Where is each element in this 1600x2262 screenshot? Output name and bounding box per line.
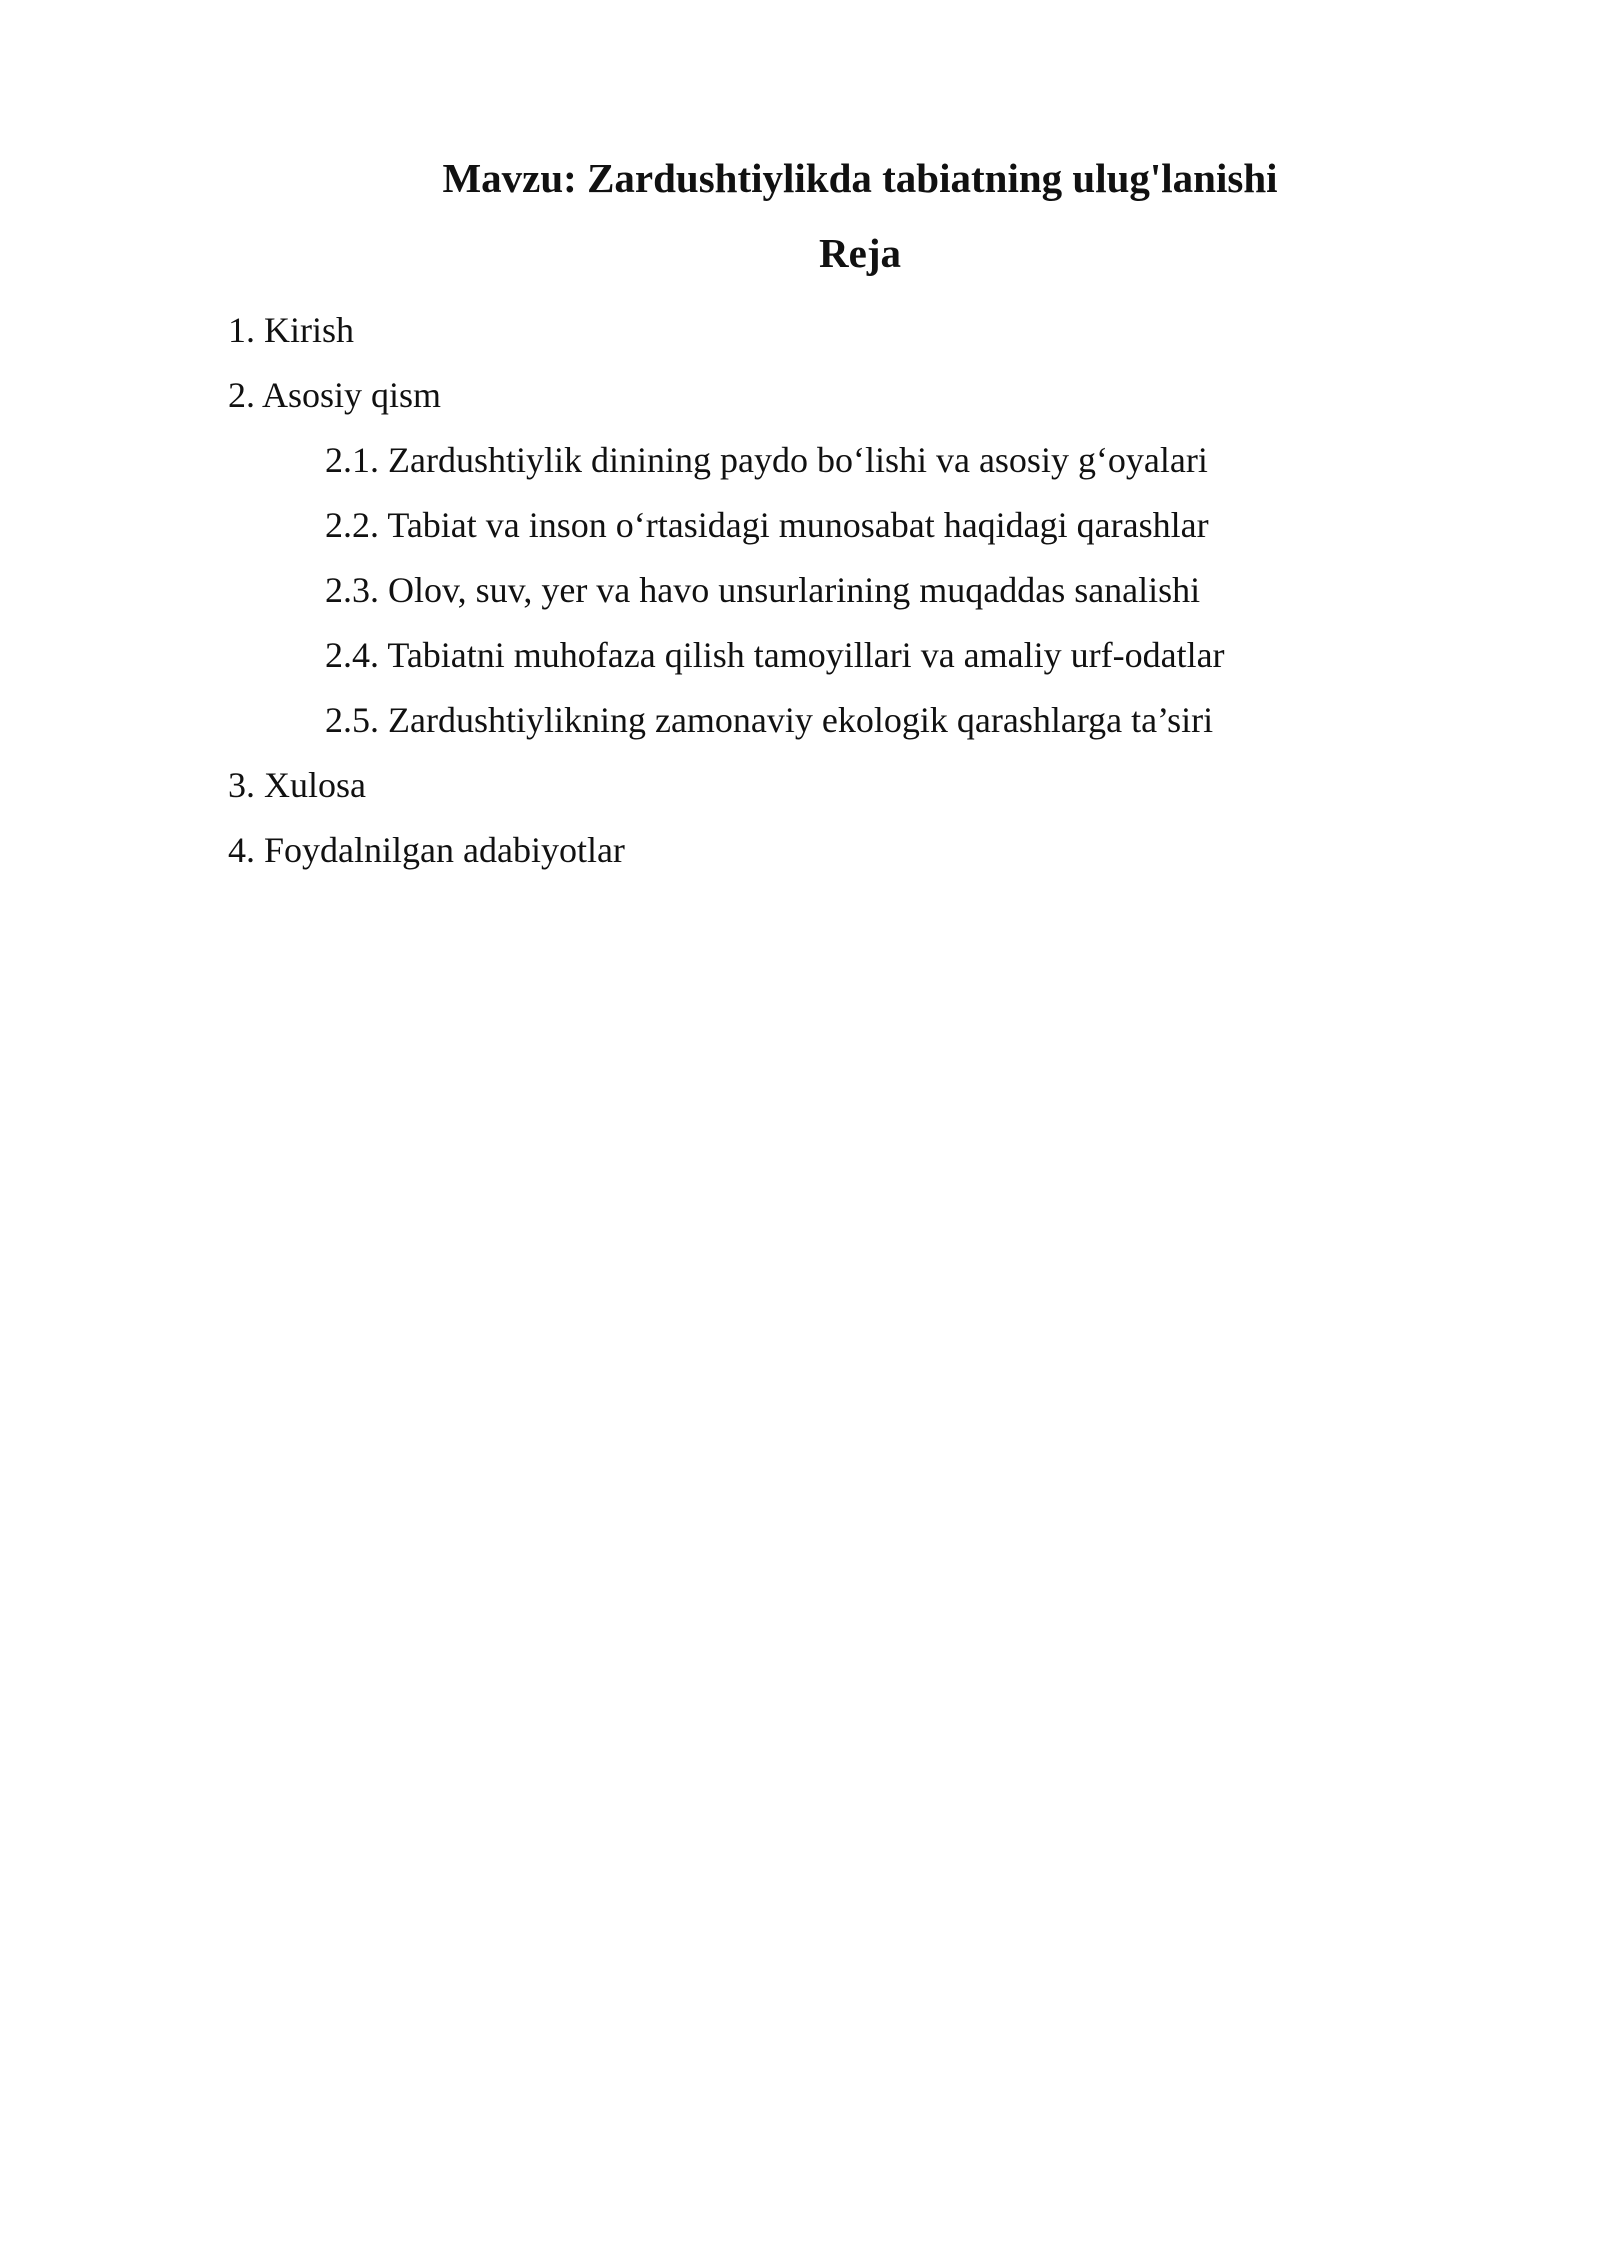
plan-item-xulosa: 3. Xulosa xyxy=(228,765,366,805)
plan-subitem-2-3: 2.3. Olov, suv, yer va havo unsurlarining muqaddas sanalishi xyxy=(325,570,1201,610)
plan-subitem-2-2: 2.2. Tabiat va inson o‘rtasidagi munosabat haqidagi qarashlar xyxy=(325,505,1209,545)
plan-item-asosiy-qism: 2. Asosiy qism xyxy=(228,375,442,415)
plan-subitem-2-5: 2.5. Zardushtiylikning zamonaviy ekologik qarashlarga ta’siri xyxy=(325,700,1214,740)
plan-subitem-2-4: 2.4. Tabiatni muhofaza qilish tamoyillari va amaliy urf-odatlar xyxy=(325,635,1225,675)
plan-item-adabiyotlar: 4. Foydalnilgan adabiyotlar xyxy=(228,830,625,870)
plan-item-kirish: 1. Kirish xyxy=(228,310,354,350)
page-title: Mavzu: Zardushtiylikda tabiatning ulug'lanishi xyxy=(442,155,1278,201)
plan-heading: Reja xyxy=(819,230,901,276)
plan-subitem-2-1: 2.1. Zardushtiylik dinining paydo bo‘lishi va asosiy g‘oyalari xyxy=(325,440,1208,480)
plan-list xyxy=(228,298,1428,883)
